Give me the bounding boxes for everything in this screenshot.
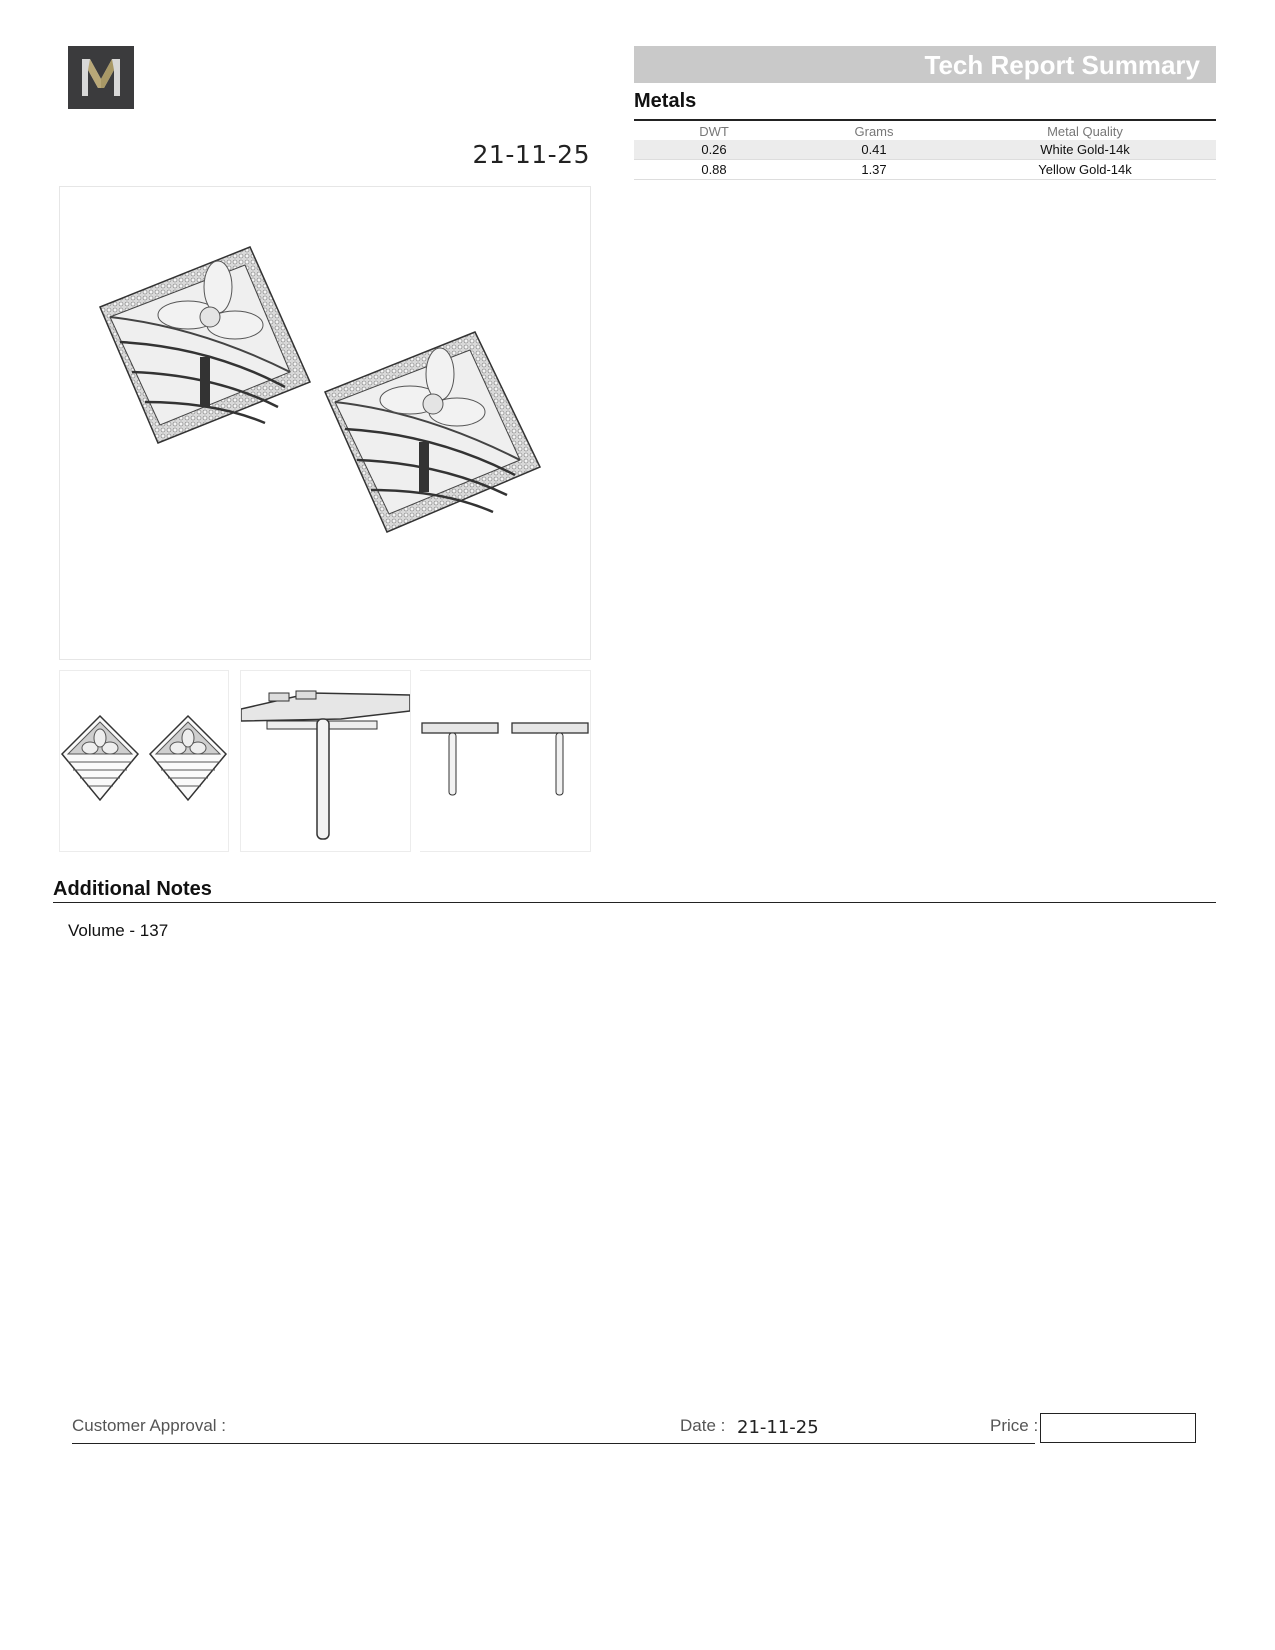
metals-divider [634, 119, 1216, 121]
table-row [634, 140, 1216, 160]
cell-dwt: 0.26 [634, 140, 794, 160]
brand-logo [68, 46, 134, 109]
thumbnail-front-view [59, 670, 229, 852]
table-row [634, 160, 1216, 180]
thumbnail-back-view [420, 670, 591, 852]
column-header-grams: Grams [854, 123, 894, 139]
notes-divider [53, 902, 1216, 903]
notes-volume: Volume - 137 [68, 921, 169, 940]
main-render-view [59, 186, 591, 660]
thumbnail-side-view [240, 670, 411, 852]
table-header-row [634, 122, 1216, 140]
front-view-image [60, 671, 228, 851]
cell-metal-quality: White Gold-14k [954, 140, 1216, 160]
signature-line [72, 1443, 1035, 1444]
cell-grams: 0.41 [794, 140, 954, 160]
metals-table [634, 122, 1216, 180]
cell-metal-quality: Yellow Gold-14k [954, 160, 1216, 180]
date-value: 21-11-25 [737, 1417, 819, 1438]
earring-render-image [60, 187, 590, 659]
column-header-dwt: DWT [699, 123, 729, 139]
report-date: 21-11-25 [472, 140, 590, 169]
customer-approval-label: Customer Approval : [72, 1416, 227, 1435]
date-label: Date : [680, 1416, 726, 1435]
column-header-metal-quality: Metal Quality [1047, 123, 1123, 139]
title-bar [634, 46, 1216, 83]
m-logo-icon [68, 46, 134, 109]
back-view-image [420, 671, 590, 851]
page-title: Tech Report Summary [924, 50, 1200, 80]
cell-dwt: 0.88 [634, 160, 794, 180]
price-field[interactable] [1040, 1413, 1196, 1443]
metals-heading: Metals [634, 90, 697, 112]
cell-grams: 1.37 [794, 160, 954, 180]
side-view-image [241, 671, 410, 851]
price-label: Price : [990, 1416, 1039, 1435]
notes-heading: Additional Notes [53, 878, 212, 900]
